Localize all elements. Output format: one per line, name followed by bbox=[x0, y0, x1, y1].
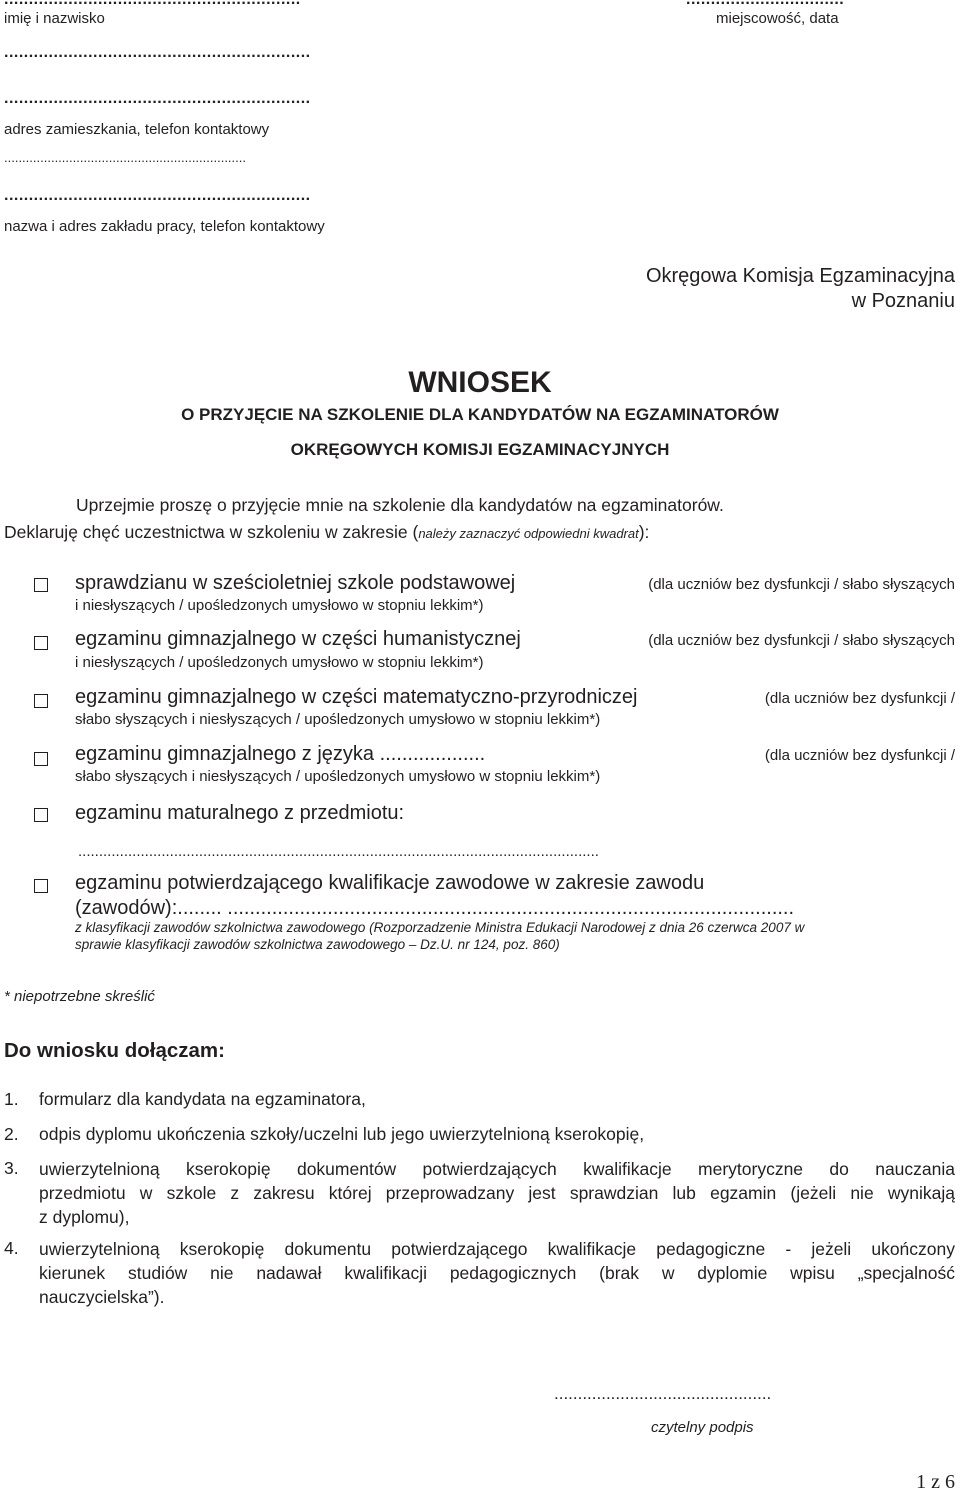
name-label: imię i nazwisko bbox=[4, 10, 105, 27]
document-title: WNIOSEK bbox=[408, 366, 552, 399]
attachment-3-line-2: przedmiotu w szkole z zakresu której przeprowadzany jest sprawdzian lub egzamin (jeżeli nie wynikają bbox=[39, 1183, 955, 1203]
option-5-dots: ............................................................................................................................. bbox=[78, 843, 599, 860]
attachment-2-number: 2. bbox=[4, 1124, 19, 1144]
attachment-1-number: 1. bbox=[4, 1089, 19, 1109]
attachment-4-line-3: nauczycielska”). bbox=[39, 1287, 165, 1307]
work-dots: .............................................................. bbox=[4, 187, 311, 204]
option-4-line2: słabo słyszących i niesłyszących / upośledzonych umysłowo w stopniu lekkim*) bbox=[75, 768, 601, 785]
intro-declaration-text: Deklaruję chęć uczestnictwa w szkoleniu w zakresie ( bbox=[4, 522, 419, 542]
attachment-2-text: odpis dyplomu ukończenia szkoły/uczelni lub jego uwierzytelnioną kserokopię, bbox=[39, 1124, 645, 1144]
option-4-line bbox=[75, 743, 955, 766]
address-label: adres zamieszkania, telefon kontaktowy bbox=[4, 121, 270, 138]
attachment-3-line-3: z dyplomu), bbox=[39, 1207, 130, 1227]
intro-declaration-end: ): bbox=[638, 522, 650, 542]
option-checkbox-6[interactable] bbox=[34, 879, 48, 893]
option-3-title: egzaminu gimnazjalnego w części matematyczno-przyrodniczej bbox=[75, 686, 638, 708]
option-6-title: egzaminu potwierdzającego kwalifikacje zawodowe w zakresie zawodu bbox=[75, 872, 705, 894]
option-2-note: (dla uczniów bez dysfunkcji / słabo słyszących bbox=[648, 632, 955, 649]
option-1-title: sprawdzianu w sześcioletniej szkole podstawowej bbox=[75, 572, 516, 594]
intro-declaration-hint: należy zaznaczyć odpowiedni kwadrat bbox=[418, 526, 639, 541]
option-6-dots: (zawodów):........ ...................................................................................................... bbox=[75, 897, 795, 919]
attachment-4-text bbox=[39, 1237, 955, 1309]
attachment-3-line-1: uwierzytelnioną kserokopię dokumentów potwierdzających kwalifikacje merytoryczne do nauczania bbox=[39, 1159, 955, 1179]
attachment-4-number: 4. bbox=[4, 1238, 19, 1258]
option-4-title: egzaminu gimnazjalnego z języka ................... bbox=[75, 743, 486, 765]
intro-request: Uprzejmie proszę o przyjęcie mnie na szkolenie dla kandydatów na egzaminatorów. bbox=[76, 495, 724, 515]
work-label: nazwa i adres zakładu pracy, telefon kontaktowy bbox=[4, 218, 325, 235]
option-checkbox-2[interactable] bbox=[34, 636, 48, 650]
option-4-note: (dla uczniów bez dysfunkcji / bbox=[764, 747, 955, 764]
signature-label: czytelny podpis bbox=[651, 1419, 754, 1436]
page-number: 1 z 6 bbox=[916, 1471, 955, 1493]
option-checkbox-1[interactable] bbox=[34, 578, 48, 592]
option-checkbox-4[interactable] bbox=[34, 752, 48, 766]
option-3-note: (dla uczniów bez dysfunkcji / bbox=[764, 690, 955, 707]
attachment-3-number: 3. bbox=[4, 1158, 19, 1178]
option-2-line2: i niesłyszących / upośledzonych umysłowo w stopniu lekkim*) bbox=[75, 654, 484, 671]
option-2-title: egzaminu gimnazjalnego w części humanistycznej bbox=[75, 628, 521, 650]
intro-declaration bbox=[4, 522, 649, 543]
option-checkbox-3[interactable] bbox=[34, 694, 48, 708]
recipient-name: Okręgowa Komisja Egzaminacyjna bbox=[645, 265, 955, 287]
footnote: * niepotrzebne skreślić bbox=[4, 988, 155, 1005]
option-1-note: (dla uczniów bez dysfunkcji / słabo słyszących bbox=[648, 576, 955, 593]
option-1-line2: i niesłyszących / upośledzonych umysłowo w stopniu lekkim*) bbox=[75, 597, 484, 614]
document-subtitle-1: O PRZYJĘCIE NA SZKOLENIE DLA KANDYDATÓW NA EGZAMINATORÓW bbox=[181, 405, 779, 424]
document-subtitle-2: OKRĘGOWYCH KOMISJI EGZAMINACYJNYCH bbox=[290, 440, 670, 459]
address-dots-2: .............................................................. bbox=[4, 90, 311, 107]
option-3-line2: słabo słyszących i niesłyszących / upośledzonych umysłowo w stopniu lekkim*) bbox=[75, 711, 601, 728]
option-6-note-2: sprawie klasyfikacji zawodów szkolnictwa zawodowego – Dz.U. nr 124, poz. 860) bbox=[75, 937, 560, 952]
address-dots-1: .............................................................. bbox=[4, 44, 311, 61]
place-date-dots bbox=[686, 0, 844, 8]
option-2-line bbox=[75, 628, 955, 651]
option-5-title: egzaminu maturalnego z przedmiotu: bbox=[75, 802, 405, 824]
attachments-heading: Do wniosku dołączam: bbox=[4, 1039, 225, 1062]
option-1-line bbox=[75, 572, 955, 595]
option-checkbox-5[interactable] bbox=[34, 808, 48, 822]
option-6-note-1: z klasyfikacji zawodów szkolnictwa zawodowego (Rozporzadzenie Ministra Edukacji Narodowej z dnia 26 czerwca 2007 w bbox=[75, 920, 805, 935]
name-dots bbox=[4, 0, 301, 8]
recipient-city: w Poznaniu bbox=[851, 290, 955, 312]
attachment-1-text: formularz dla kandydata na egzaminatora, bbox=[39, 1089, 366, 1109]
attachment-4-line-2: kierunek studiów nie nadawał kwalifikacji pedagogicznych (brak w dyplomie wpisu „specjalność bbox=[39, 1263, 955, 1283]
signature-dots: .............................................. bbox=[554, 1384, 772, 1403]
place-date-label: miejscowość, data bbox=[716, 10, 839, 27]
attachment-4-line-1: uwierzytelnioną kserokopię dokumentu potwierdzającego kwalifikacje pedagogiczne - jeżeli ukończony bbox=[39, 1239, 955, 1259]
attachment-3-text bbox=[39, 1157, 955, 1229]
address-dots-3: ................................................................... bbox=[4, 150, 246, 165]
option-3-line bbox=[75, 686, 955, 709]
